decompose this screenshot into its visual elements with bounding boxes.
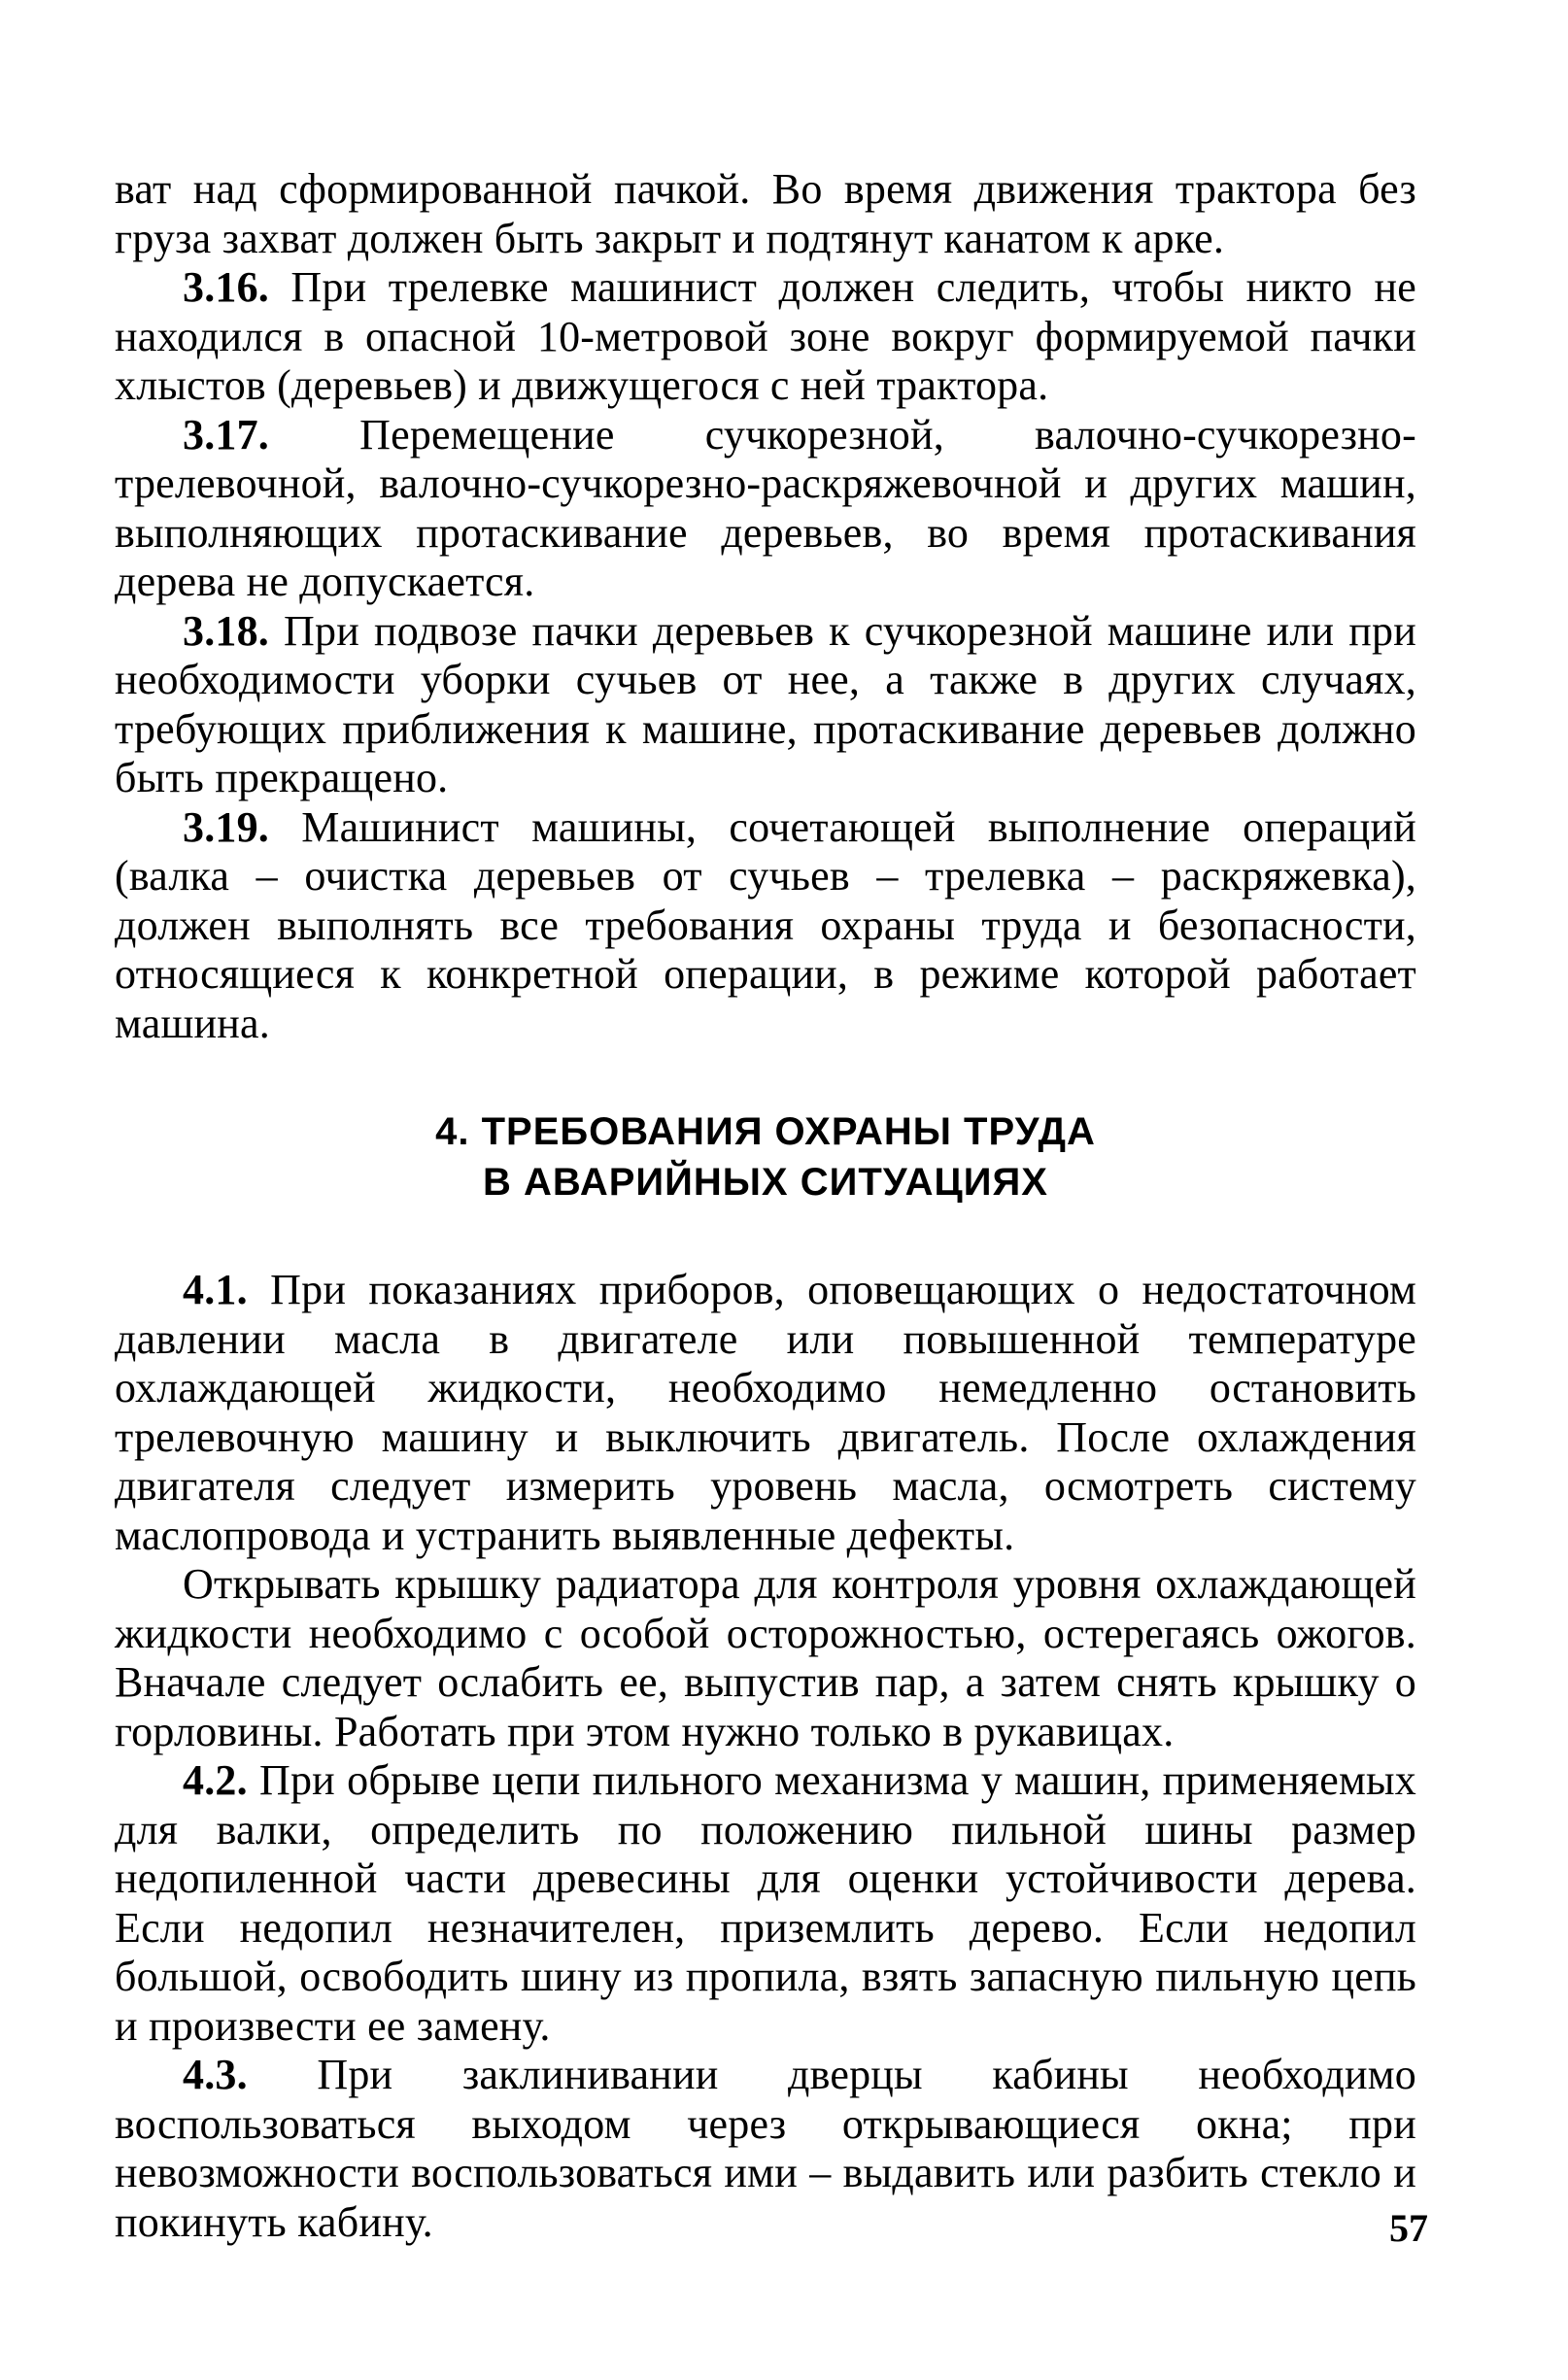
paragraph-number: 4.1. [183, 1266, 248, 1313]
paragraph-text: При показаниях приборов, оповещающих о недостаточном давлении масла в двигателе или повышенной температуре охлаждающей жидкости, необходимо немедленно остановить трелевочную машину и выключить двигатель. После охлаждения двигателя следует измерить уровень масла, осмотреть систему маслопровода и устранить выявленные дефекты. [115, 1266, 1416, 1559]
paragraph-3-18 [115, 607, 1416, 803]
paragraph-number: 4.2. [183, 1756, 248, 1804]
paragraph-3-16 [115, 263, 1416, 411]
paragraph-text: Открывать крышку радиатора для контроля уровня охлаждающей жидкости необходимо с особой осторожностью, остерегаясь ожогов. Вначале следует ослабить ее, выпустив пар, а затем снять крышку о горловины. Работать при этом нужно только в рукавицах. [115, 1560, 1416, 1755]
paragraph-4-3 [115, 2051, 1416, 2247]
paragraph-number: 3.17. [183, 410, 269, 459]
paragraph-number: 3.16. [183, 263, 269, 311]
paragraph-text: Машинист машины, сочетающей выполнение операций (валка – очистка деревьев от сучьев – трелевка – раскряжевка), должен выполнять все требования охраны труда и безопасности, относящиеся к конкретной операции, в режиме которой работает машина. [115, 802, 1416, 1047]
paragraph-text: ват над сформированной пачкой. Во время движения трактора без груза захват должен быть закрыт и подтянут канатом к арке. [115, 165, 1416, 262]
paragraph-text: При заклинивании дверцы кабины необходимо воспользоваться выходом через открывающиеся окна; при невозможности воспользоваться ими – выдавить или разбить стекло и покинуть кабину. [115, 2051, 1416, 2246]
section-heading-line-1: 4. ТРЕБОВАНИЯ ОХРАНЫ ТРУДА [435, 1110, 1096, 1153]
paragraph-text: При подвозе пачки деревьев к сучкорезной машине или при необходимости уборки сучьев от нее, а также в других случаях, требующих приближения к машине, протаскивание деревьев должно быть прекращено. [115, 606, 1416, 801]
paragraph-radiator [115, 1560, 1416, 1756]
paragraph-3-19 [115, 803, 1416, 1049]
page-number: 57 [1389, 2206, 1428, 2250]
paragraph-number: 3.18. [183, 606, 269, 655]
paragraph-text: Перемещение сучкорезной, валочно-сучкорезно-трелевочной, валочно-сучкорезно-раскряжевочной и других машин, выполняющих протаскивание деревьев, во время протаскивания дерева не допускается. [115, 410, 1416, 605]
paragraph-3-17 [115, 411, 1416, 607]
section-heading [115, 1106, 1416, 1207]
paragraph-number: 4.3. [183, 2051, 248, 2098]
paragraph-4-1 [115, 1266, 1416, 1560]
section-3-continuation [115, 165, 1416, 1048]
section-4 [115, 1266, 1416, 2247]
paragraph-continuation [115, 165, 1416, 263]
paragraph-number: 3.19. [183, 802, 269, 851]
section-heading-line-2: В АВАРИЙНЫХ СИТУАЦИЯХ [483, 1161, 1048, 1204]
paragraph-text: При обрыве цепи пильного механизма у машин, применяемых для валки, определить по положению пильной шины размер недопиленной части древесины для оценки устойчивости дерева. Если недопил незначителен, приземлить дерево. Если недопил большой, освободить шину из пропила, взять запасную пильную цепь и произвести ее замену. [115, 1756, 1416, 2050]
paragraph-4-2 [115, 1756, 1416, 2051]
paragraph-text: При трелевке машинист должен следить, чтобы никто не находился в опасной 10-метровой зоне вокруг формируемой пачки хлыстов (деревьев) и движущегося с ней трактора. [115, 263, 1416, 409]
page-body [115, 165, 1416, 2247]
